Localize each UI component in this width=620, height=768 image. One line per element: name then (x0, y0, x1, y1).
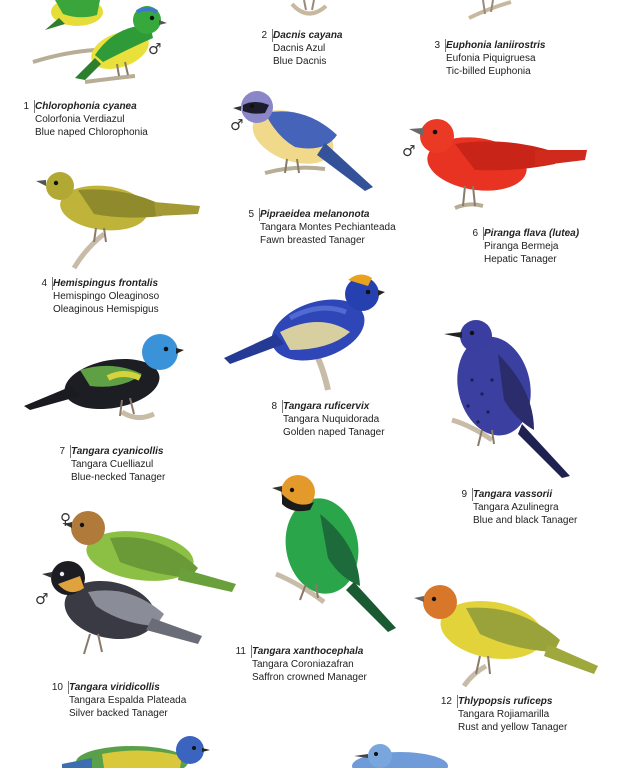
species-number: 4 (35, 277, 53, 290)
tangara-vassorii-illustration (442, 320, 582, 480)
species-number: 6 (466, 227, 484, 240)
english-name: Blue Dacnis (273, 56, 327, 67)
spanish-name: Tangara Montes Pechianteada (260, 222, 396, 233)
euphonia-illustration (465, 0, 515, 24)
species-number: 12 (440, 695, 458, 708)
species-caption-2 (261, 29, 343, 68)
species-caption-1 (23, 100, 148, 139)
species-caption-3 (434, 39, 546, 78)
english-name: Blue and black Tanager (473, 515, 578, 526)
scientific-name: Tangara vassorii (473, 489, 553, 500)
species-number: 1 (17, 100, 35, 113)
bottom-right-bird-illustration (350, 742, 450, 768)
scientific-name: Dacnis cayana (273, 30, 343, 41)
species-caption-4 (41, 277, 160, 316)
dacnis-illustration (290, 0, 330, 22)
scientific-name: Tangara ruficervix (283, 401, 370, 412)
spanish-name: Piranga Bermeja (484, 241, 559, 252)
scientific-name: Piranga flava (lutea) (484, 228, 580, 239)
scientific-name: Hemispingus frontalis (53, 278, 159, 289)
species-caption-11 (235, 645, 367, 684)
tangara-cyanicollis-illustration (22, 334, 187, 434)
spanish-name: Tangara Azulinegra (473, 502, 559, 513)
tangara-xanthocephala-illustration (270, 474, 400, 634)
english-name: Oleaginous Hemispigus (53, 304, 159, 315)
spanish-name: Tangara Cuelliazul (71, 459, 154, 470)
piranga-illustration (405, 112, 590, 217)
english-name: Fawn breasted Tanager (260, 235, 365, 246)
male-symbol: ♂ (230, 116, 244, 134)
spanish-name: Tangara Rojiamarilla (458, 709, 550, 720)
species-number: 5 (242, 208, 260, 221)
scientific-name: Thlypopsis ruficeps (458, 696, 553, 707)
spanish-name: Dacnis Azul (273, 43, 326, 54)
male-symbol: ♂ (148, 40, 162, 58)
scientific-name: Euphonia laniirostris (446, 40, 546, 51)
english-name: Saffron crowned Manager (252, 672, 367, 683)
english-name: Rust and yellow Tanager (458, 722, 568, 733)
english-name: Hepatic Tanager (484, 254, 557, 265)
english-name: Golden naped Tanager (283, 427, 385, 438)
bottom-left-bird-illustration (62, 734, 212, 768)
species-caption-9 (461, 488, 578, 527)
scientific-name: Chlorophonia cyanea (35, 101, 137, 112)
species-number: 3 (428, 39, 446, 52)
species-number: 8 (265, 400, 283, 413)
spanish-name: Eufonia Piquigruesa (446, 53, 536, 64)
species-number: 9 (455, 488, 473, 501)
tangara-viridicollis-illustration (40, 506, 240, 666)
spanish-name: Colorfonia Verdiazul (35, 114, 125, 125)
male-symbol: ♂ (402, 142, 416, 160)
spanish-name: Tangara Nuquidorada (283, 414, 380, 425)
scientific-name: Tangara xanthocephala (252, 646, 364, 657)
species-caption-6 (472, 227, 580, 266)
species-caption-12 (440, 695, 568, 734)
pipraeidea-illustration (225, 85, 380, 193)
scientific-name: Tangara cyanicollis (71, 446, 164, 457)
species-caption-10 (51, 681, 187, 720)
english-name: Silver backed Tanager (69, 708, 168, 719)
species-caption-7 (59, 445, 166, 484)
species-caption-8 (271, 400, 385, 439)
spanish-name: Hemispingo Oleaginoso (53, 291, 160, 302)
species-number: 2 (255, 29, 273, 42)
english-name: Blue naped Chlorophonia (35, 127, 148, 138)
hemispingus-illustration (34, 168, 202, 273)
english-name: Tic-billed Euphonia (446, 66, 531, 77)
scientific-name: Pipraeidea melanonota (260, 209, 370, 220)
male-symbol: ♂ (35, 590, 49, 608)
species-caption-5 (248, 208, 396, 247)
species-number: 11 (234, 645, 252, 658)
spanish-name: Tangara Espalda Plateada (69, 695, 187, 706)
thlypopsis-illustration (410, 582, 600, 687)
species-number: 7 (53, 445, 71, 458)
tangara-ruficervix-illustration (220, 272, 385, 392)
english-name: Blue-necked Tanager (71, 472, 166, 483)
species-number: 10 (51, 681, 69, 694)
scientific-name: Tangara viridicollis (69, 682, 160, 693)
spanish-name: Tangara Coroniazafran (252, 659, 354, 670)
female-symbol: ♀ (60, 510, 71, 528)
